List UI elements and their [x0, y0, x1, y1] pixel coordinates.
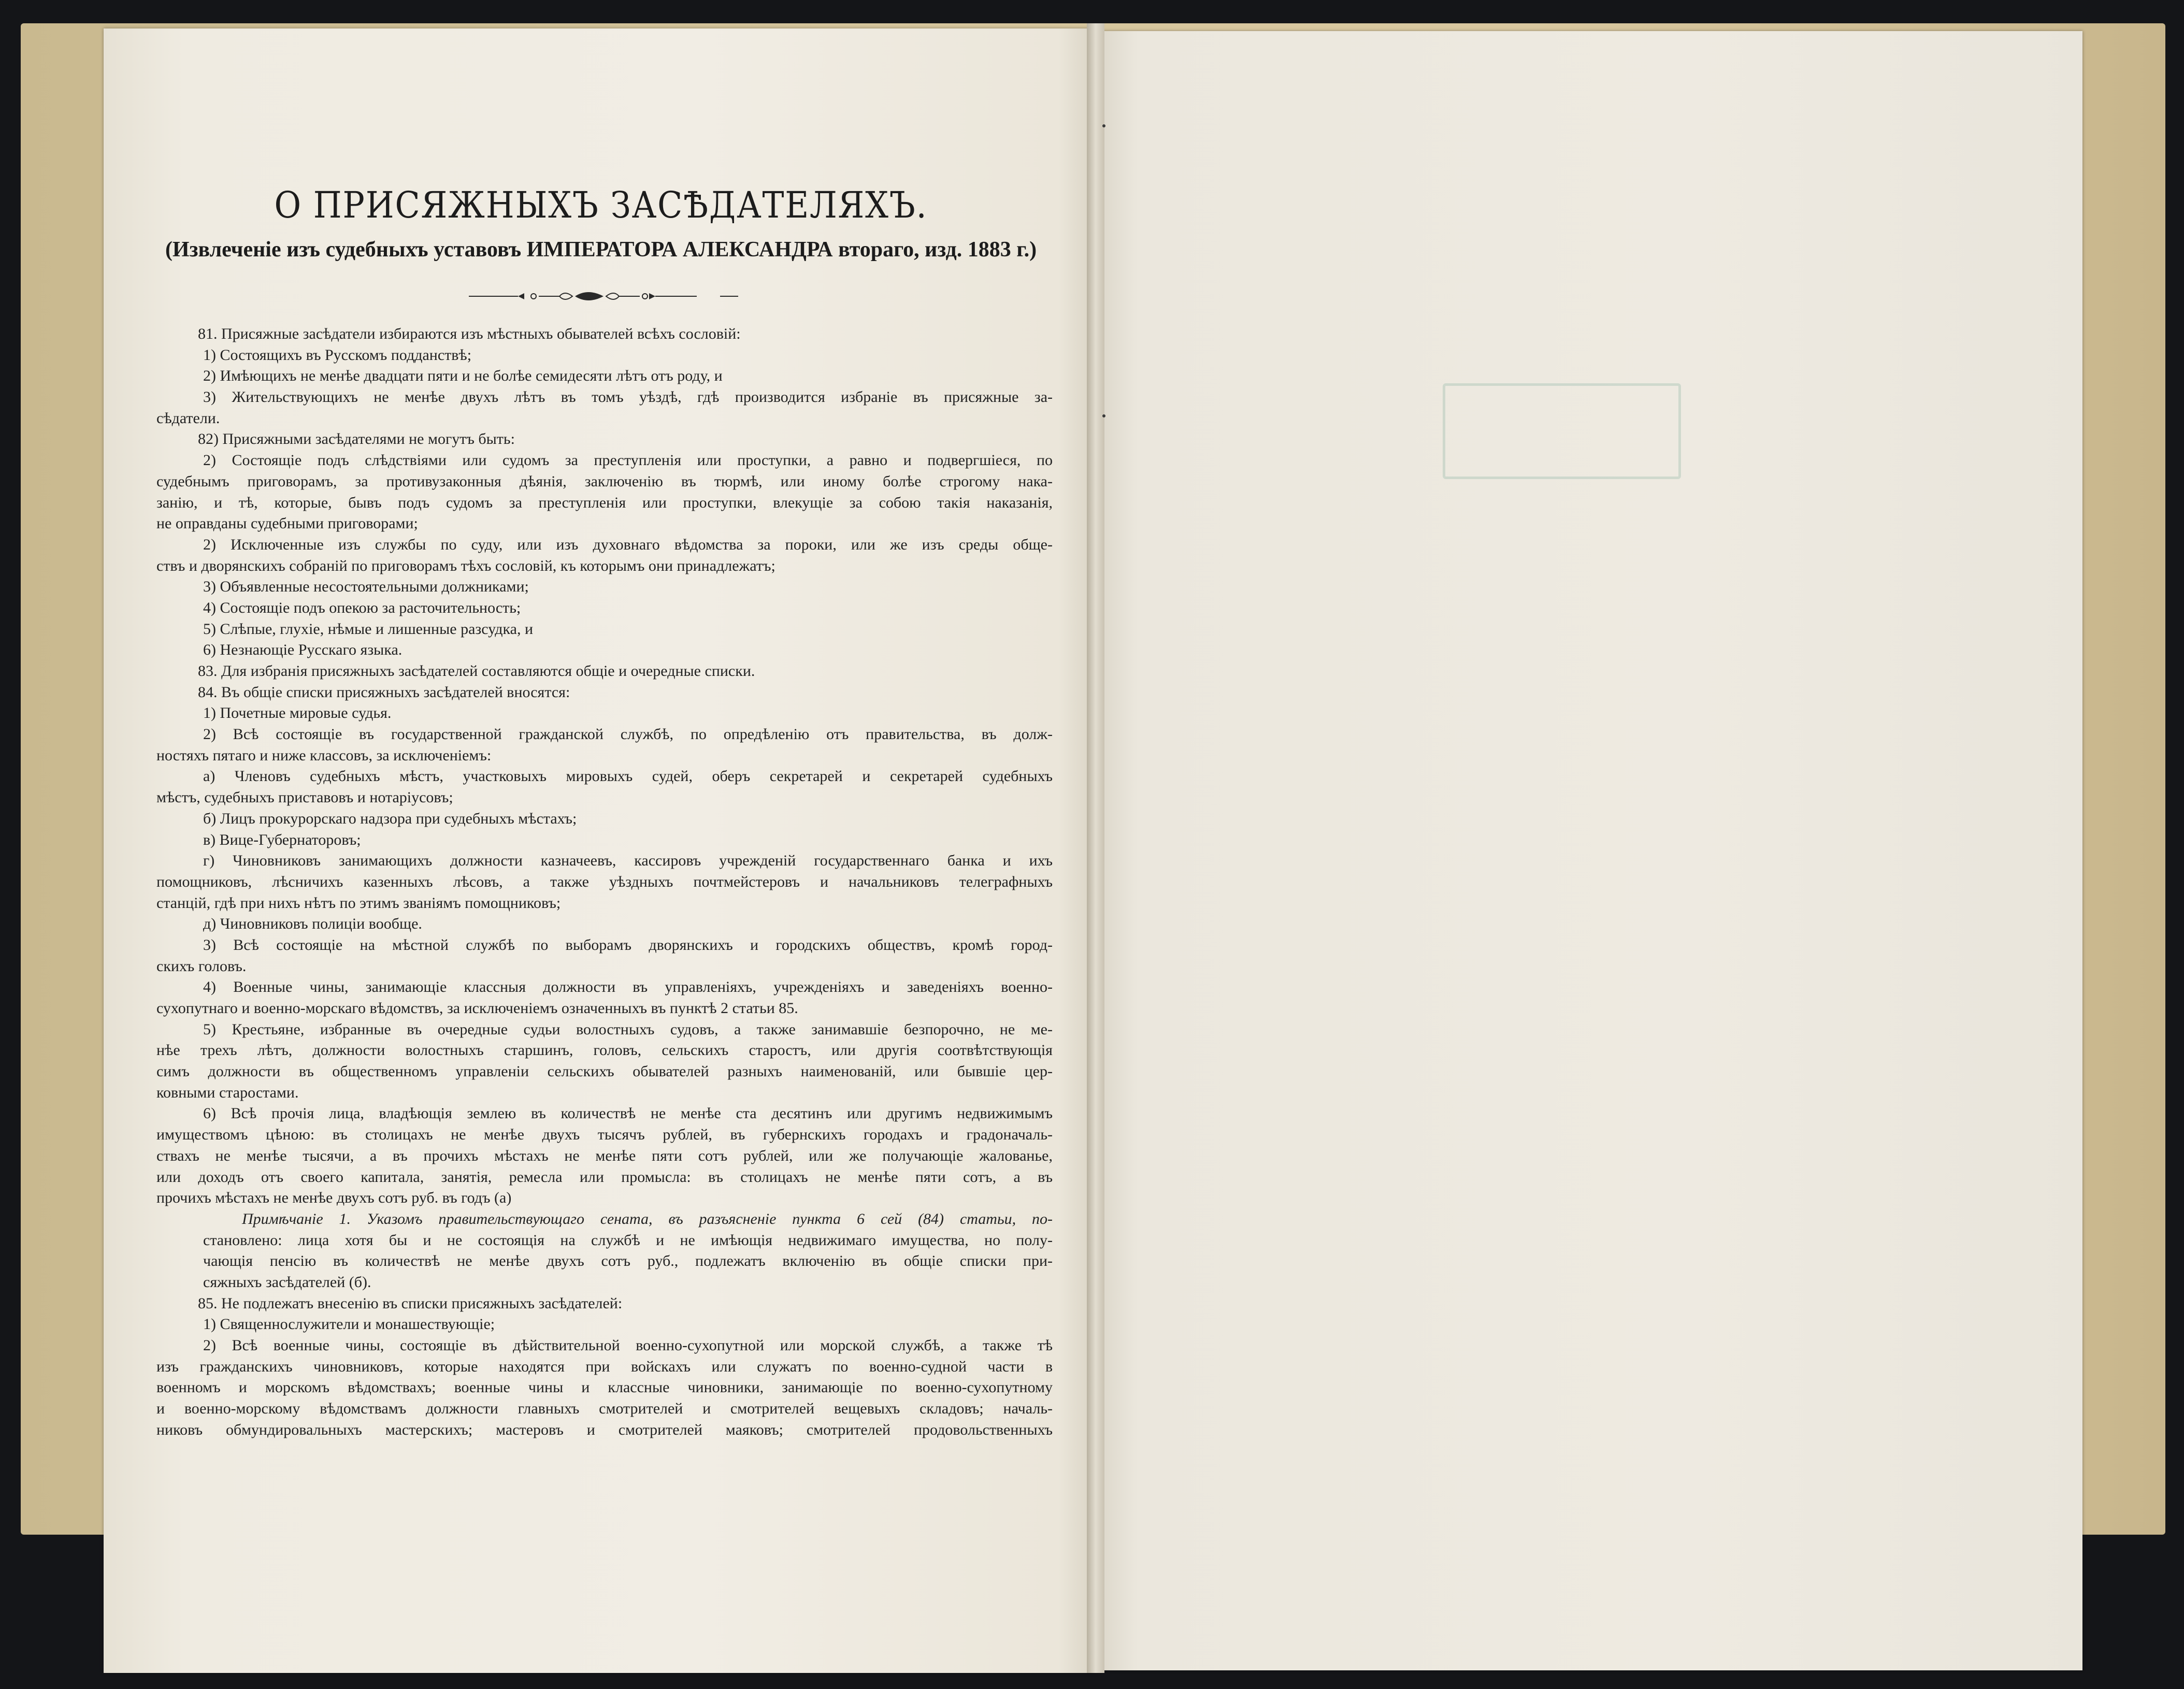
text-line: 4) Состоящіе подъ опекою за расточительность; [203, 599, 521, 616]
text-line: станцій, гдѣ при нихъ нѣтъ по этимъ званіямъ помощниковъ; [156, 894, 561, 912]
text-line: 3) Жительствующихъ не менѣе двухъ лѣтъ въ томъ уѣздѣ, гдѣ производится избраніе въ присяжные за- [203, 388, 1053, 406]
text-line: 5) Крестьяне, избранные въ очередные судьи волостныхъ судовъ, а также занимавшіе безпорочно, не ме- [203, 1020, 1053, 1038]
text-line: или доходъ отъ своего капитала, занятія, ремесла или промысла: въ столицахъ не менѣе пяти сотъ, а въ [156, 1168, 1053, 1186]
document-subtitle: (Извлеченіе изъ судебныхъ уставовъ ИМПЕРАТОРА АЛЕКСАНДРА втораго, изд. 1883 г.) [165, 238, 1037, 262]
faint-stamp-mark [1443, 383, 1681, 479]
text-line: сухопутнаго и военно-морскаго вѣдомствъ, за исключеніемъ означенныхъ въ пунктѣ 2 статьи 85. [156, 1000, 798, 1017]
text-line: никовъ обмундировальныхъ мастерскихъ; мастеровъ и смотрителей маяковъ; смотрителей продовольственныхъ [156, 1421, 1053, 1438]
text-line: 82) Присяжными засѣдателями не могутъ быть: [198, 430, 515, 448]
text-line: б) Лицъ прокурорскаго надзора при судебныхъ мѣстахъ; [203, 810, 577, 827]
statute-text [156, 324, 1053, 1440]
text-line: скихъ головъ. [156, 957, 247, 975]
text-line: в) Вице-Губернаторовъ; [203, 831, 361, 848]
text-line: д) Чиновниковъ полиціи вообще. [203, 915, 422, 933]
text-line: военномъ и морскомъ вѣдомствахъ; военные чины и классные чиновники, занимающіе по военно-сухопутному [156, 1379, 1053, 1396]
text-line: нѣе трехъ лѣтъ, должности волостныхъ старшинъ, головъ, сельскихъ старостъ, или другія соотвѣтствующія [156, 1042, 1053, 1059]
text-line: 2) Состоящіе подъ слѣдствіями или судомъ за преступленія или проступки, а равно и подвергшіеся, по [203, 452, 1053, 469]
note-line: Примѣчаніе 1. Указомъ правительствующаго сената, въ разъясненіе пункта 6 сей (84) статьи, по- [242, 1210, 1053, 1228]
text-line: помощниковъ, лѣсничихъ казенныхъ лѣсовъ, а также уѣздныхъ почтмейстеровъ и начальниковъ телеграфныхъ [156, 873, 1053, 890]
text-line: а) Членовъ судебныхъ мѣстъ, участковыхъ мировыхъ судей, оберъ секретарей и секретарей судебныхъ [203, 768, 1053, 785]
text-line: мѣстъ, судебныхъ приставовъ и нотаріусовъ; [156, 789, 453, 806]
text-line: занію, и тѣ, которые, бывъ подъ судомъ за преступленія или проступки, влекущіе за собою такія наказанія, [156, 494, 1053, 511]
text-line: 6) Незнающіе Русскаго языка. [203, 641, 403, 659]
text-line: 3) Всѣ состоящіе на мѣстной службѣ по выборамъ дворянскихъ и городскихъ обществъ, кромѣ город- [203, 936, 1053, 954]
right-page-blank [1098, 31, 2082, 1670]
text-line: г) Чиновниковъ занимающихъ должности казначеевъ, кассировъ учрежденій государственнаго банка и ихъ [203, 852, 1053, 870]
note-line: сяжныхъ засѣдателей (б). [203, 1273, 371, 1291]
text-line: симъ должности въ общественномъ управленіи сельскихъ обывателей разныхъ наименованій, или бывшіе цер- [156, 1063, 1053, 1080]
text-line: изъ гражданскихъ чиновниковъ, которые находятся при войскахъ или служатъ по военно-судной части в [156, 1358, 1053, 1375]
text-line: 1) Священнослужители и монашествующіе; [203, 1316, 495, 1333]
text-line: судебнымъ приговорамъ, за противузаконныя дѣянія, заключенію въ тюрмѣ, или иному болѣе строгому нака- [156, 472, 1053, 490]
note-line: становлено: лица хотя бы и не состоящія на службѣ и не имѣющія недвижимаго имущества, но полу- [203, 1231, 1053, 1249]
ornament-divider [469, 288, 738, 304]
text-line: 85. Не подлежатъ внесенію въ списки присяжныхъ засѣдателей: [198, 1294, 623, 1312]
text-line: ствъ и дворянскихъ собраній по приговорамъ тѣхъ сословій, къ которымъ они принадлежатъ; [156, 557, 775, 574]
text-line: 6) Всѣ прочія лица, владѣющія землею въ количествѣ не менѣе ста десятинъ или другимъ недвижимымъ [203, 1105, 1053, 1122]
text-line: 84. Въ общіе списки присяжныхъ засѣдателей вносятся: [198, 683, 570, 701]
text-line: 4) Военные чины, занимающіе классныя должности въ управленіяхъ, учрежденіяхъ и заведеніяхъ военно- [203, 978, 1053, 996]
text-line: прочихъ мѣстахъ не менѣе двухъ сотъ руб. въ годъ (а) [156, 1189, 512, 1207]
text-line: 1) Почетные мировые судья. [203, 704, 392, 722]
text-line: не оправданы судебными приговорами; [156, 515, 418, 532]
note-line: чающія пенсію въ количествѣ не менѣе двухъ сотъ руб., подлежатъ включенію въ общіе списки при- [203, 1252, 1053, 1270]
text-line: и военно-морскому вѣдомствамъ должности главныхъ смотрителей и смотрителей вещевыхъ складовъ; началь- [156, 1400, 1053, 1418]
text-line: имуществомъ цѣною: въ столицахъ не менѣе двухъ тысячъ рублей, въ губернскихъ городахъ и градоначаль- [156, 1126, 1053, 1144]
dust-speck [1102, 414, 1105, 417]
text-line: 81. Присяжные засѣдатели избираются изъ мѣстныхъ обывателей всѣхъ сословій: [198, 325, 741, 342]
text-line: ствахъ не менѣе тысячи, а въ прочихъ мѣстахъ не менѣе пяти сотъ рублей, или же получающіе жалованье, [156, 1147, 1053, 1164]
text-line: ковными старостами. [156, 1084, 299, 1101]
text-line: 1) Состоящихъ въ Русскомъ подданствѣ; [203, 346, 472, 364]
text-line: 83. Для избранія присяжныхъ засѣдателей составляются общіе и очередные списки. [198, 662, 755, 680]
text-line: 2) Имѣющихъ не менѣе двадцати пяти и не болѣе семидесяти лѣтъ отъ роду, и [203, 367, 723, 385]
text-line: ностяхъ пятаго и ниже классовъ, за исключеніемъ: [156, 746, 492, 764]
text-line: 2) Исключенные изъ службы по суду, или изъ духовнаго вѣдомства за пороки, или же изъ среды общe- [203, 536, 1053, 553]
text-line: 2) Всѣ военные чины, состоящіе въ дѣйствительной военно-сухопутной или морской службѣ, а также тѣ [203, 1337, 1053, 1354]
page-gutter [1087, 23, 1104, 1673]
text-line: 2) Всѣ состоящіе въ государственной гражданской службѣ, по опредѣленію отъ правительства, въ долж- [203, 726, 1053, 743]
text-line: 5) Слѣпые, глухіе, нѣмые и лишенные разсудка, и [203, 620, 534, 638]
text-line: 3) Объявленные несостоятельными должниками; [203, 578, 529, 596]
document-title: О ПРИСЯЖНЫХЪ ЗАСѢДАТЕЛЯХЪ. [274, 184, 928, 226]
text-line: сѣдатели. [156, 409, 220, 427]
dust-speck [1102, 124, 1105, 127]
